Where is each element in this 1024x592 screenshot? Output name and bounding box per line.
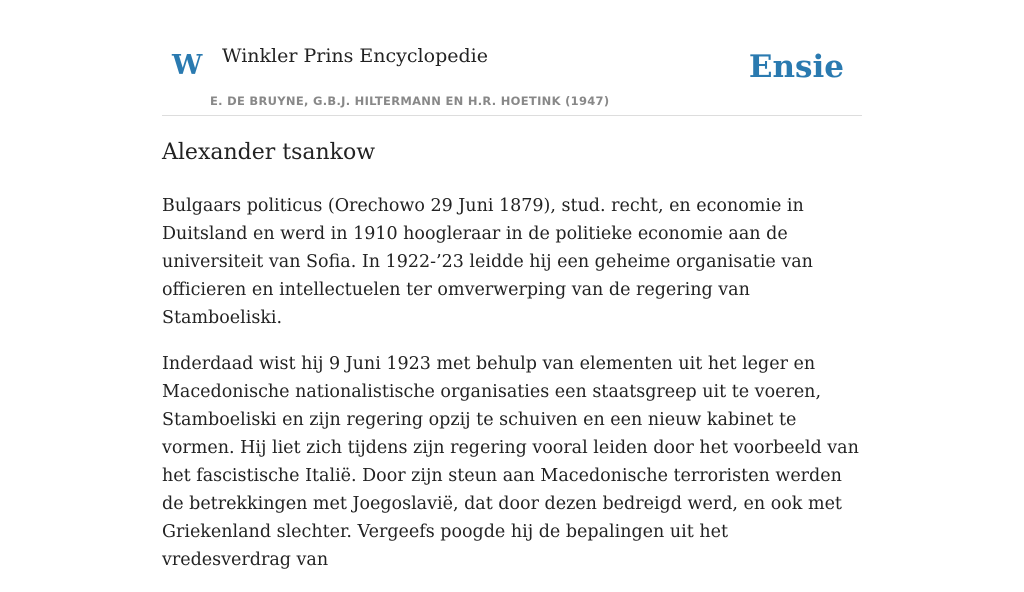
logo-w-icon[interactable]: W — [172, 50, 203, 81]
article-paragraph-1: Bulgaars politicus (Orechowo 29 Juni 1879), stud. recht, en economie in Duitsland en werd in 1910 hoogleraar in de politieke economie aan de universiteit van Sofia. In 1922-’23 leidde hij een geheime organisatie van officieren en intellectuelen ter omverwerping van de regering van Stamboeliski. — [162, 196, 813, 328]
article-body — [162, 192, 862, 592]
article-title: Alexander tsankow — [162, 140, 376, 165]
page — [162, 0, 862, 570]
article-paragraph-2: Inderdaad wist hij 9 Juni 1923 met behulp van elementen uit het leger en Macedonische nationalistische organisaties een staatsgreep uit te voeren, Stamboeliski en zijn regering opzij te schuiven en een nieuw kabinet te vormen. Hij liet zich tijdens zijn regering vooral leiden door het voorbeeld van het fascistische Italië. Door zijn steun aan Macedonische terroristen werden de betrekkingen met Joegoslavië, dat door dezen bedreigd werd, en ook met Griekenland slechter. Vergeefs poogde hij de bepalingen uit het vredesverdrag van — [162, 354, 859, 570]
ensie-logo[interactable]: Ensie — [748, 49, 844, 85]
site-header — [162, 0, 862, 116]
publication-title[interactable]: Winkler Prins Encyclopedie — [222, 45, 488, 67]
authors-line: E. DE BRUYNE, G.B.J. HILTERMANN EN H.R. HOETINK (1947) — [210, 94, 610, 108]
